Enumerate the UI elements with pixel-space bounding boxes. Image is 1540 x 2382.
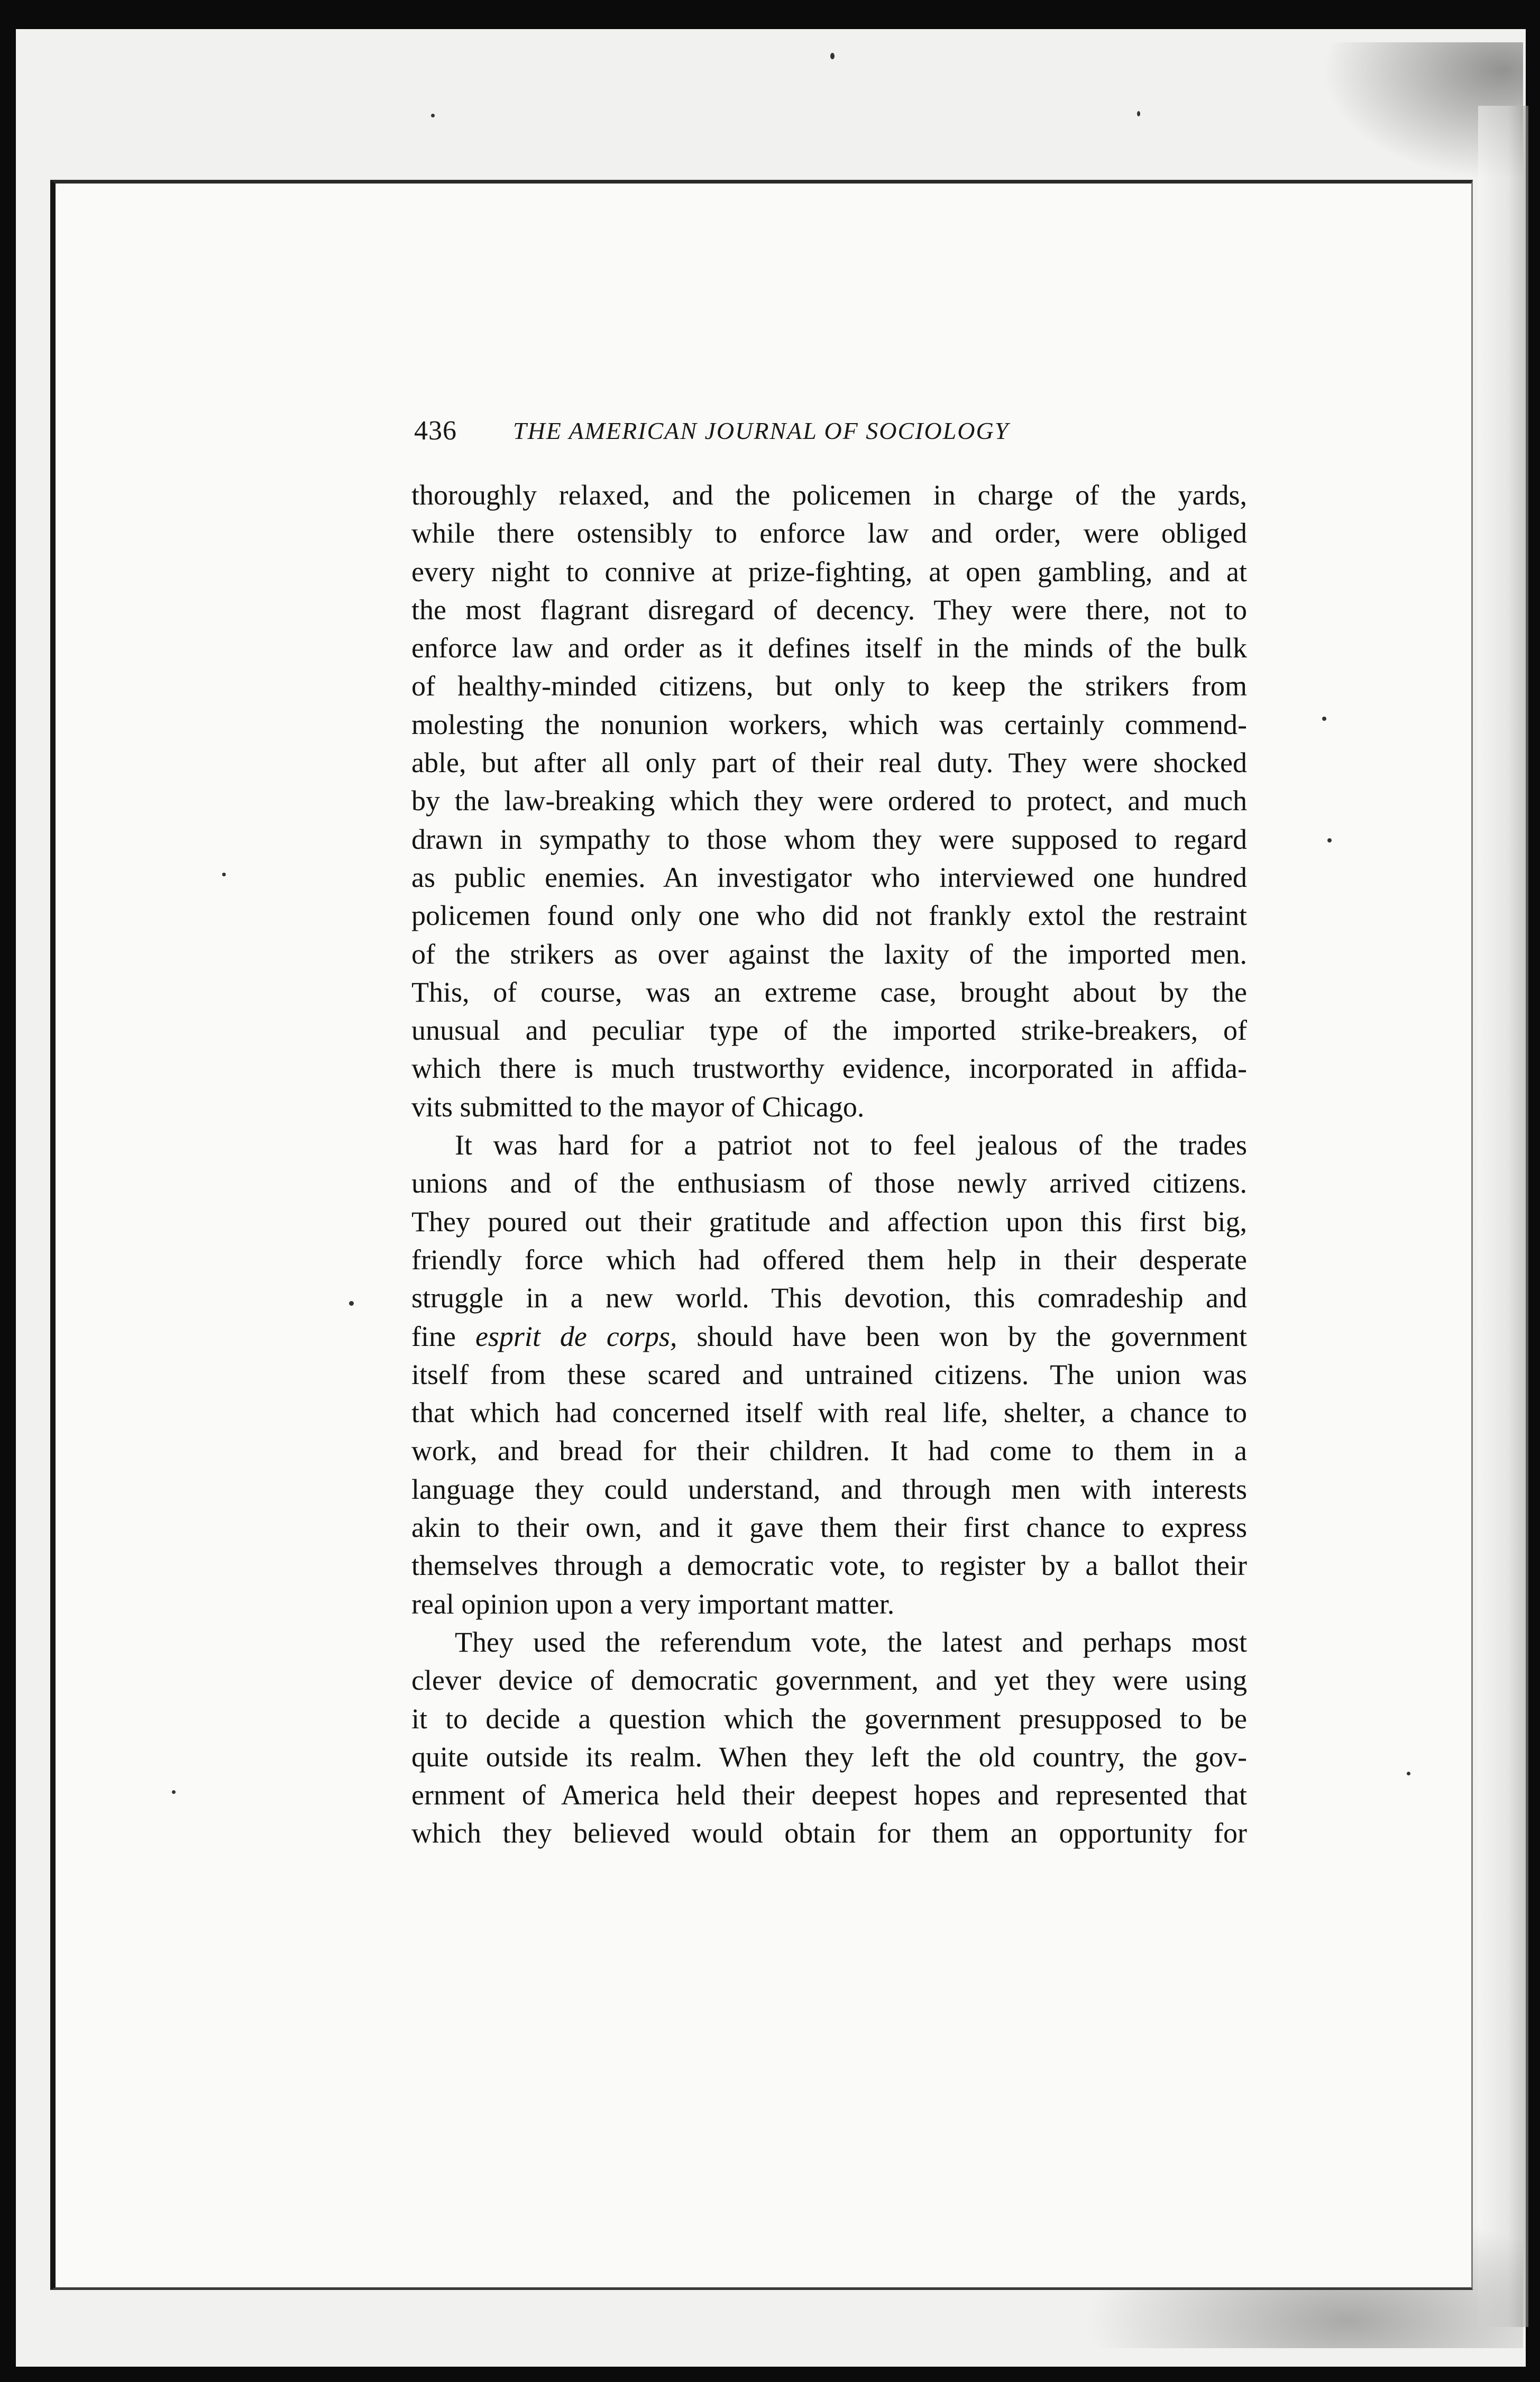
text-line: vits submitted to the mayor of Chicago. [411,1091,865,1123]
text-line: it to decide a question which the government presupposed to be [411,1702,1247,1735]
text-line: They used the referendum vote, the latest and perhaps most [455,1626,1247,1658]
text-line: This, of course, was an extreme case, brought about by the [411,976,1247,1008]
text-line: that which had concerned itself with real life, shelter, a chance to [411,1397,1247,1429]
page-number: 436 [414,416,457,446]
scan-shadow-right [1478,106,1528,2327]
text-line: It was hard for a patriot not to feel jealous of the trades [455,1129,1247,1161]
scan-speck [1407,1772,1410,1775]
text-line: ernment of America held their deepest hopes and represented that [411,1779,1247,1811]
text-fragment: should have been won by the government [696,1320,1247,1352]
scan-speck [1322,717,1326,721]
text-line-with-italic [411,1317,1247,1355]
text-line: unusual and peculiar type of the imported strike-breakers, of [411,1014,1247,1047]
scan-speck [1137,111,1140,116]
text-line: the most flagrant disregard of decency. They were there, not to [411,593,1247,626]
text-line: by the law-breaking which they were ordered to protect, and much [411,785,1247,817]
text-line: quite outside its realm. When they left the old country, the gov- [411,1740,1247,1773]
scan-speck [431,114,435,117]
text-line: which they believed would obtain for them an opportunity for [411,1817,1247,1849]
text-line: akin to their own, and it gave them their first chance to express [411,1511,1247,1544]
scan-speck [222,873,226,876]
scan-speck [172,1790,176,1794]
text-line: unions and of the enthusiasm of those newly arrived citizens. [411,1167,1247,1199]
text-line: which there is much trustworthy evidence, incorporated in affida- [411,1052,1247,1085]
text-line: able, but after all only part of their real duty. They were shocked [411,747,1247,779]
scan-speck [1327,838,1332,842]
text-fragment: fine [411,1320,456,1352]
text-line: They poured out their gratitude and affection upon this first big, [411,1205,1247,1238]
scan-speck [349,1301,354,1306]
text-line: molesting the nonunion workers, which was certainly commend- [411,708,1247,740]
text-line: every night to connive at prize-fighting, at open gambling, and at [411,555,1247,588]
journal-title: THE AMERICAN JOURNAL OF SOCIOLOGY [513,417,1010,444]
running-head [414,410,1125,452]
text-line: drawn in sympathy to those whom they were supposed to regard [411,823,1247,855]
text-line: language they could understand, and through men with interests [411,1473,1247,1505]
italic-phrase: esprit de corps, [475,1320,677,1352]
text-line: struggle in a new world. This devotion, this comradeship and [411,1282,1247,1314]
text-line: real opinion upon a very important matter. [411,1588,895,1620]
text-line: of the strikers as over against the laxity of the imported men. [411,938,1247,970]
text-line: clever device of democratic government, and yet they were using [411,1664,1247,1697]
text-line: themselves through a democratic vote, to register by a ballot their [411,1550,1247,1582]
text-line: enforce law and order as it defines itself in the minds of the bulk [411,632,1247,664]
text-line: work, and bread for their children. It had come to them in a [411,1435,1247,1467]
text-line: of healthy-minded citizens, but only to keep the strikers from [411,670,1247,702]
text-line: policemen found only one who did not frankly extol the restraint [411,900,1247,932]
text-line: friendly force which had offered them help in their desperate [411,1243,1247,1276]
text-line: as public enemies. An investigator who interviewed one hundred [411,861,1247,893]
scan-speck [830,53,835,59]
text-line: while there ostensibly to enforce law and order, were obliged [411,517,1247,549]
body-text [411,476,1247,1853]
text-line: thoroughly relaxed, and the policemen in charge of the yards, [411,479,1247,511]
text-line: itself from these scared and untrained citizens. The union was [411,1358,1247,1390]
